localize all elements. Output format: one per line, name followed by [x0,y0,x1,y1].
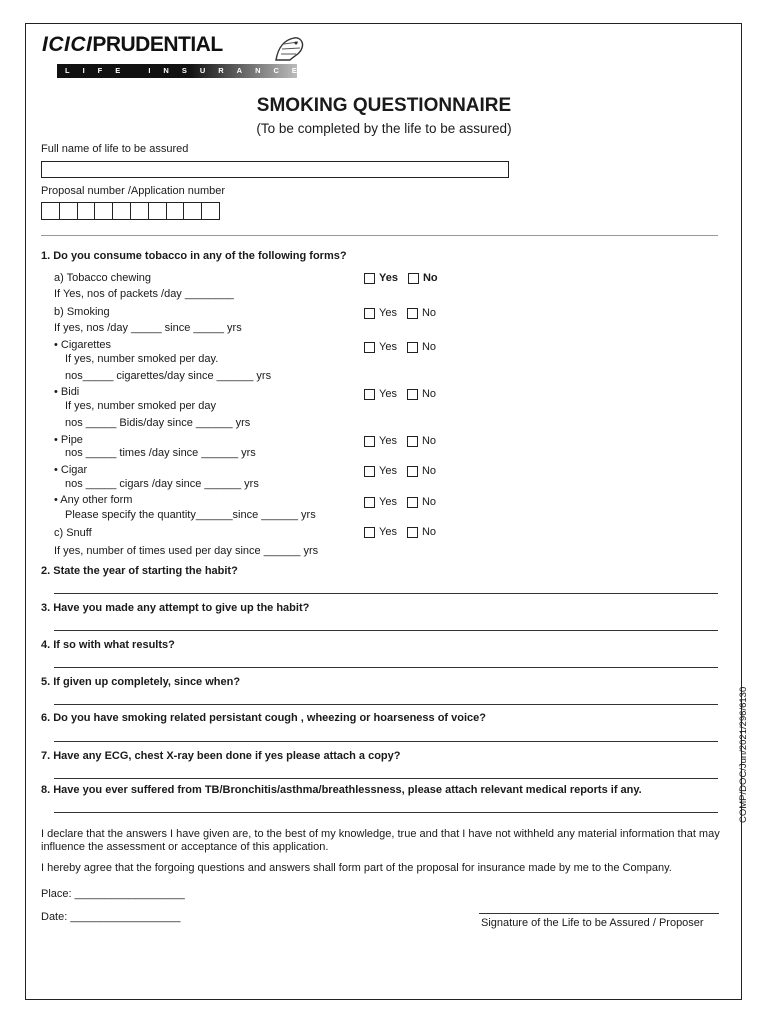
tobacco-chewing-label: a) Tobacco chewing [54,272,152,284]
yes-checkbox[interactable] [364,497,375,508]
yes-label: Yes [379,388,397,400]
agreement-paragraph: I hereby agree that the forgoing questions and answers shall form part of the proposal for insurance made by me to the Company. [41,862,672,874]
smoking-choice [364,307,436,319]
no-label: No [421,435,437,447]
document-reference: COMP/DOC/Jun/2021/296/6130 [738,686,749,823]
no-label: No [421,496,437,508]
yes-label: Yes [379,465,397,477]
no-checkbox[interactable] [408,273,419,284]
signature-label: Signature of the Life to be Assured / Proposer [481,917,704,929]
snuff-label: c) Snuff [54,527,92,539]
proposal-number-field[interactable] [41,202,220,220]
answer-line-7[interactable] [54,778,718,779]
bidi-quantity: nos _____ Bidis/day since ______ yrs [65,417,251,429]
question-4: 4. If so with what results? [41,639,175,651]
answer-line-8[interactable] [54,812,718,813]
yes-checkbox[interactable] [364,436,375,447]
tobacco-chewing-choice [364,272,438,284]
yes-label: Yes [379,307,397,319]
yes-label: Yes [379,435,397,447]
section-divider [41,235,718,236]
yes-label: Yes [379,496,397,508]
answer-line-3[interactable] [54,630,718,631]
no-label: No [421,307,437,319]
full-name-label: Full name of life to be assured [41,143,189,155]
tobacco-chewing-detail: If Yes, nos of packets /day ________ [54,288,234,300]
place-field[interactable]: Place: __________________ [41,888,185,900]
bidi-label: • Bidi [54,386,80,398]
question-1: 1. Do you consume tobacco in any of the following forms? [41,250,347,262]
no-label: No [421,388,437,400]
pipe-quantity: nos _____ times /day since ______ yrs [65,447,256,459]
question-3: 3. Have you made any attempt to give up the habit? [41,602,310,614]
question-8: 8. Have you ever suffered from TB/Bronchitis/asthma/breathlessness, please attach relevant medical reports if any. [41,784,642,796]
yes-checkbox[interactable] [364,389,375,400]
signature-line[interactable] [479,913,719,914]
no-label: No [421,526,437,538]
declaration-paragraph: I declare that the answers I have given are, to the best of my knowledge, true and that I have not withheld any material information that may influence the assessment or acceptance of this application. [41,828,720,853]
pipe-choice [364,435,436,447]
question-6: 6. Do you have smoking related persistant cough , wheezing or hoarseness of voice? [41,712,487,724]
cigar-quantity: nos _____ cigars /day since ______ yrs [65,478,259,490]
snuff-detail: If yes, number of times used per day since ______ yrs [54,545,319,557]
no-checkbox[interactable] [407,436,418,447]
pipe-label: • Pipe [54,434,83,446]
no-checkbox[interactable] [407,527,418,538]
proposal-digit-cell[interactable] [167,203,185,219]
logo-tagline-bar: LIFE INSURANCE [57,64,297,78]
no-checkbox[interactable] [407,342,418,353]
no-checkbox[interactable] [407,497,418,508]
proposal-digit-cell[interactable] [149,203,167,219]
other-form-choice [364,496,436,508]
no-label: No [421,465,437,477]
smoking-detail: If yes, nos /day _____ since _____ yrs [54,322,242,334]
no-label: No [422,272,438,284]
proposal-digit-cell[interactable] [202,203,220,219]
proposal-digit-cell[interactable] [95,203,113,219]
proposal-digit-cell[interactable] [60,203,78,219]
yes-checkbox[interactable] [364,527,375,538]
cigarettes-choice [364,341,436,353]
page-subtitle: (To be completed by the life to be assured) [256,121,512,136]
question-7: 7. Have any ECG, chest X-ray been done if yes please attach a copy? [41,750,401,762]
no-checkbox[interactable] [407,389,418,400]
yes-label: Yes [379,526,397,538]
yes-checkbox[interactable] [364,342,375,353]
cigar-label: • Cigar [54,464,88,476]
question-2: 2. State the year of starting the habit? [41,565,238,577]
full-name-field[interactable] [41,161,509,178]
brand-logo: ICICIPRUDENTIAL [42,33,223,56]
yes-checkbox[interactable] [364,308,375,319]
answer-line-2[interactable] [54,593,718,594]
cigar-choice [364,465,436,477]
answer-line-4[interactable] [54,667,718,668]
cigarettes-detail: If yes, number smoked per day. [65,353,219,365]
bidi-choice [364,388,436,400]
cigarettes-label: • Cigarettes [54,339,112,351]
proposal-digit-cell[interactable] [184,203,202,219]
snuff-choice [364,526,436,538]
smoking-label: b) Smoking [54,306,110,318]
proposal-digit-cell[interactable] [78,203,96,219]
other-form-quantity: Please specify the quantity______since ______ yrs [65,509,316,521]
proposal-digit-cell[interactable] [42,203,60,219]
no-checkbox[interactable] [407,308,418,319]
cigarettes-quantity: nos_____ cigarettes/day since ______ yrs [65,370,272,382]
no-label: No [421,341,437,353]
page-title: SMOKING QUESTIONNAIRE [256,95,512,116]
question-5: 5. If given up completely, since when? [41,676,241,688]
answer-line-5[interactable] [54,704,718,705]
no-checkbox[interactable] [407,466,418,477]
yes-label: Yes [379,272,398,284]
yes-checkbox[interactable] [364,273,375,284]
bidi-detail: If yes, number smoked per day [65,400,217,412]
answer-line-6[interactable] [54,741,718,742]
date-field[interactable]: Date: __________________ [41,911,181,923]
other-form-label: • Any other form [54,494,133,506]
proposal-digit-cell[interactable] [113,203,131,219]
proposal-number-label: Proposal number /Application number [41,185,226,197]
proposal-digit-cell[interactable] [131,203,149,219]
yes-checkbox[interactable] [364,466,375,477]
lion-logo-icon [272,34,306,64]
yes-label: Yes [379,341,397,353]
